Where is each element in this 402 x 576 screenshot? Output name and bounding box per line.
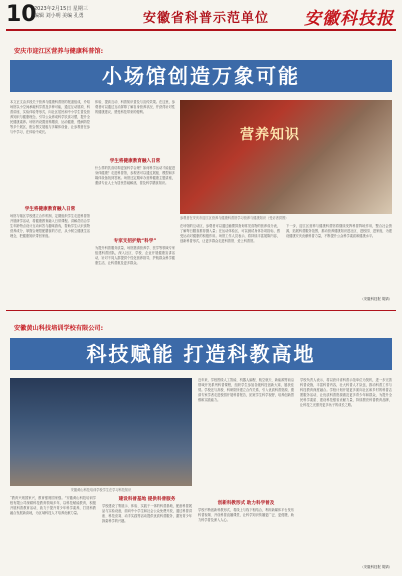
article2-body-col2: 学校建设了集展示、体验、实践于一体的科普基地，配备科普展品与实验设备，面向中小学生和社会公众免费开放，通过科普讲座、科技竞赛、动手实践等活动提供优质科普服务，激发青少年探索科学的兴趣。 — [102, 504, 192, 523]
article1-caption: 参观者在安庆市迎江区营养与健康科普馆学习营养与健康知识（受访者供图） — [180, 216, 289, 220]
article1-signature: （安徽科技报 胡婧） — [360, 297, 392, 301]
article2-body-col1: “教育兴则国家兴，教育强则国家强。”安徽黄山科技培训学校有限公司深耕科技教育领域多年，以科技赋能教育，积极开展科普教育活动，致力于提升青少年科学素养，打造科教融合发展新高地，为区域科技人才培养贡献力量。 — [10, 496, 96, 515]
article1-body-col1: 本文正文由多段关于营养与健康科普馆的报道组成，介绍场馆以小空间承载科学普及多种可能，通过互动展项、科普讲座、实验体验等形式，向社区居民和中小学生普及营养知识与健康理念，引导公众养成科学饮食习惯，提升全民健康素养。场馆内设置营养膳食、运动健康、慢病防控等多个展区，配合图文展板与多媒体设备，让参观者在参与中学习，在体验中成长。 — [10, 100, 90, 134]
article1-photo — [180, 100, 392, 214]
article1-body-col2b: 什么样的饮食结构更加科学合理？如何科学运动才能促进身体健康？走进科普馆，参观者可以通过展板、模型和多媒体设备找到答案。场馆还定期举办营养健康主题讲座，邀请专业人士为居民答疑解惑，普及科学膳食知识。 — [95, 166, 175, 185]
article1-body-col2: 体验、提高互动、科普知识普及与宣传效果。在这里，参观者可以通过互动屏幕了解自身营养状况，并获得针对性的健康建议，感受科技带来的便利。 — [95, 100, 175, 114]
article2-kicker: 安徽黄山科技培训学校有限公司: — [14, 325, 104, 332]
article1-kicker: 安庆市迎江区营养与健康科普馆: — [14, 48, 104, 55]
article1-body-col1b: 场馆与辖区学校建立合作机制，定期组织学生走进科普馆开展研学活动，将健康教育融入日常课程。讲解员结合学生年龄特点设计互动问答与趣味游戏，帮助学生认识食物营养成分，掌握合理搭配膳食的方法，从小树立健康生活理念，把健康知识带回家庭。 — [10, 214, 90, 238]
article2-subhead1: 建设科普基地 提供科普服务 — [118, 497, 176, 502]
header-rule — [6, 29, 396, 31]
article2-caption: 安徽黄山科技培训学校学生在学习科技知识 — [70, 488, 132, 492]
newspaper-logo: 安徽科技报 — [304, 9, 394, 29]
article1-body-col3: 在场馆的互动区，参观者可以通过触摸屏查询常见食物的营养成分表，了解每日膳食推荐摄入量；在运动体验区，可以测试身体各项指标，感受运动对健康的积极作用。场馆工作人员表示，将持续丰富展陈内容，创新科普形式，让更多群众走进科普馆、爱上科普馆。 — [180, 224, 280, 243]
article2-signature: （安徽科技报 胡婧） — [360, 565, 392, 569]
article2-body-col4: 学校负责人表示，将以获评省科普示范单位为契机，进一步完善科普设施，丰富科普内容，壮大科普人才队伍，推动科普工作与科技教育深度融合。学校计划开展更多面向社区和乡村的科普志愿服务活动，让优质科普资源惠及更多青少年和群众，为提升全民科学素质、建设科技强省贡献力量，持续擦亮科普教育品牌，让科技之光照亮更多孩子的成长之路。 — [300, 378, 392, 407]
photo-banner-text: 营养知识 — [240, 127, 300, 143]
article2-body-col3b: 学校不断创新科教形式，将线上与线下相结合，利用新媒体平台发布科普视频、开设科普直播课堂，让科学知识传播更广泛、更便捷，助力科学普及深入人心。 — [198, 508, 294, 522]
article2-body-col3: 近年来，学校围绕人工智能、机器人编程、航空航天、新能源等前沿领域开发系列科普课程，组织学生参加各级科技创新大赛，屡获佳绩。学校还与高校、科研院所建立合作关系，引入优质科普资源，邀请专家学者走进校园开展科普报告，拓宽学生科学视野，培养创新思维和实践能力。 — [198, 378, 294, 402]
editor-line: 编辑 刘小明 美编 孔勇 — [34, 13, 84, 19]
article1-subhead2: 专家支招护航“科学” — [113, 239, 157, 244]
article1-subhead-col2: 学生将健康教育融入日常 — [109, 159, 161, 164]
article1-body-col2c: 为提升科普服务质量，场馆邀请营养学、医学等领域专家组建科普团队，深入社区、学校、企业开展健康宣讲活动，针对不同人群提供个性化营养指导，护航群众科学健康生活，让科普惠及更多群众。 — [95, 246, 175, 265]
article2-title: 科技赋能 打造科教高地 — [10, 338, 392, 370]
page-number: 10 — [6, 2, 37, 27]
date-line: 2023年2月15日 星期三 — [34, 6, 88, 12]
article1-body-col4: 下一步，迎江区营养与健康科普馆将继续发挥科普阵地作用，整合社会资源，拓展科普服务范围，推动营养健康知识进社区、进校园、进家庭，为建设健康安庆贡献科普力量，不断提升公众科学素质和健康水平。 — [286, 224, 392, 238]
article1-title: 小场馆创造万象可能 — [10, 60, 392, 92]
section-title: 安徽省科普示范单位 — [143, 11, 270, 26]
article2-subhead2: 创新科教形式 助力科学普及 — [217, 501, 275, 506]
article2-photo — [10, 378, 192, 486]
article1-subhead1: 学生将健康教育融入日常 — [24, 207, 76, 212]
article-divider — [6, 310, 396, 311]
